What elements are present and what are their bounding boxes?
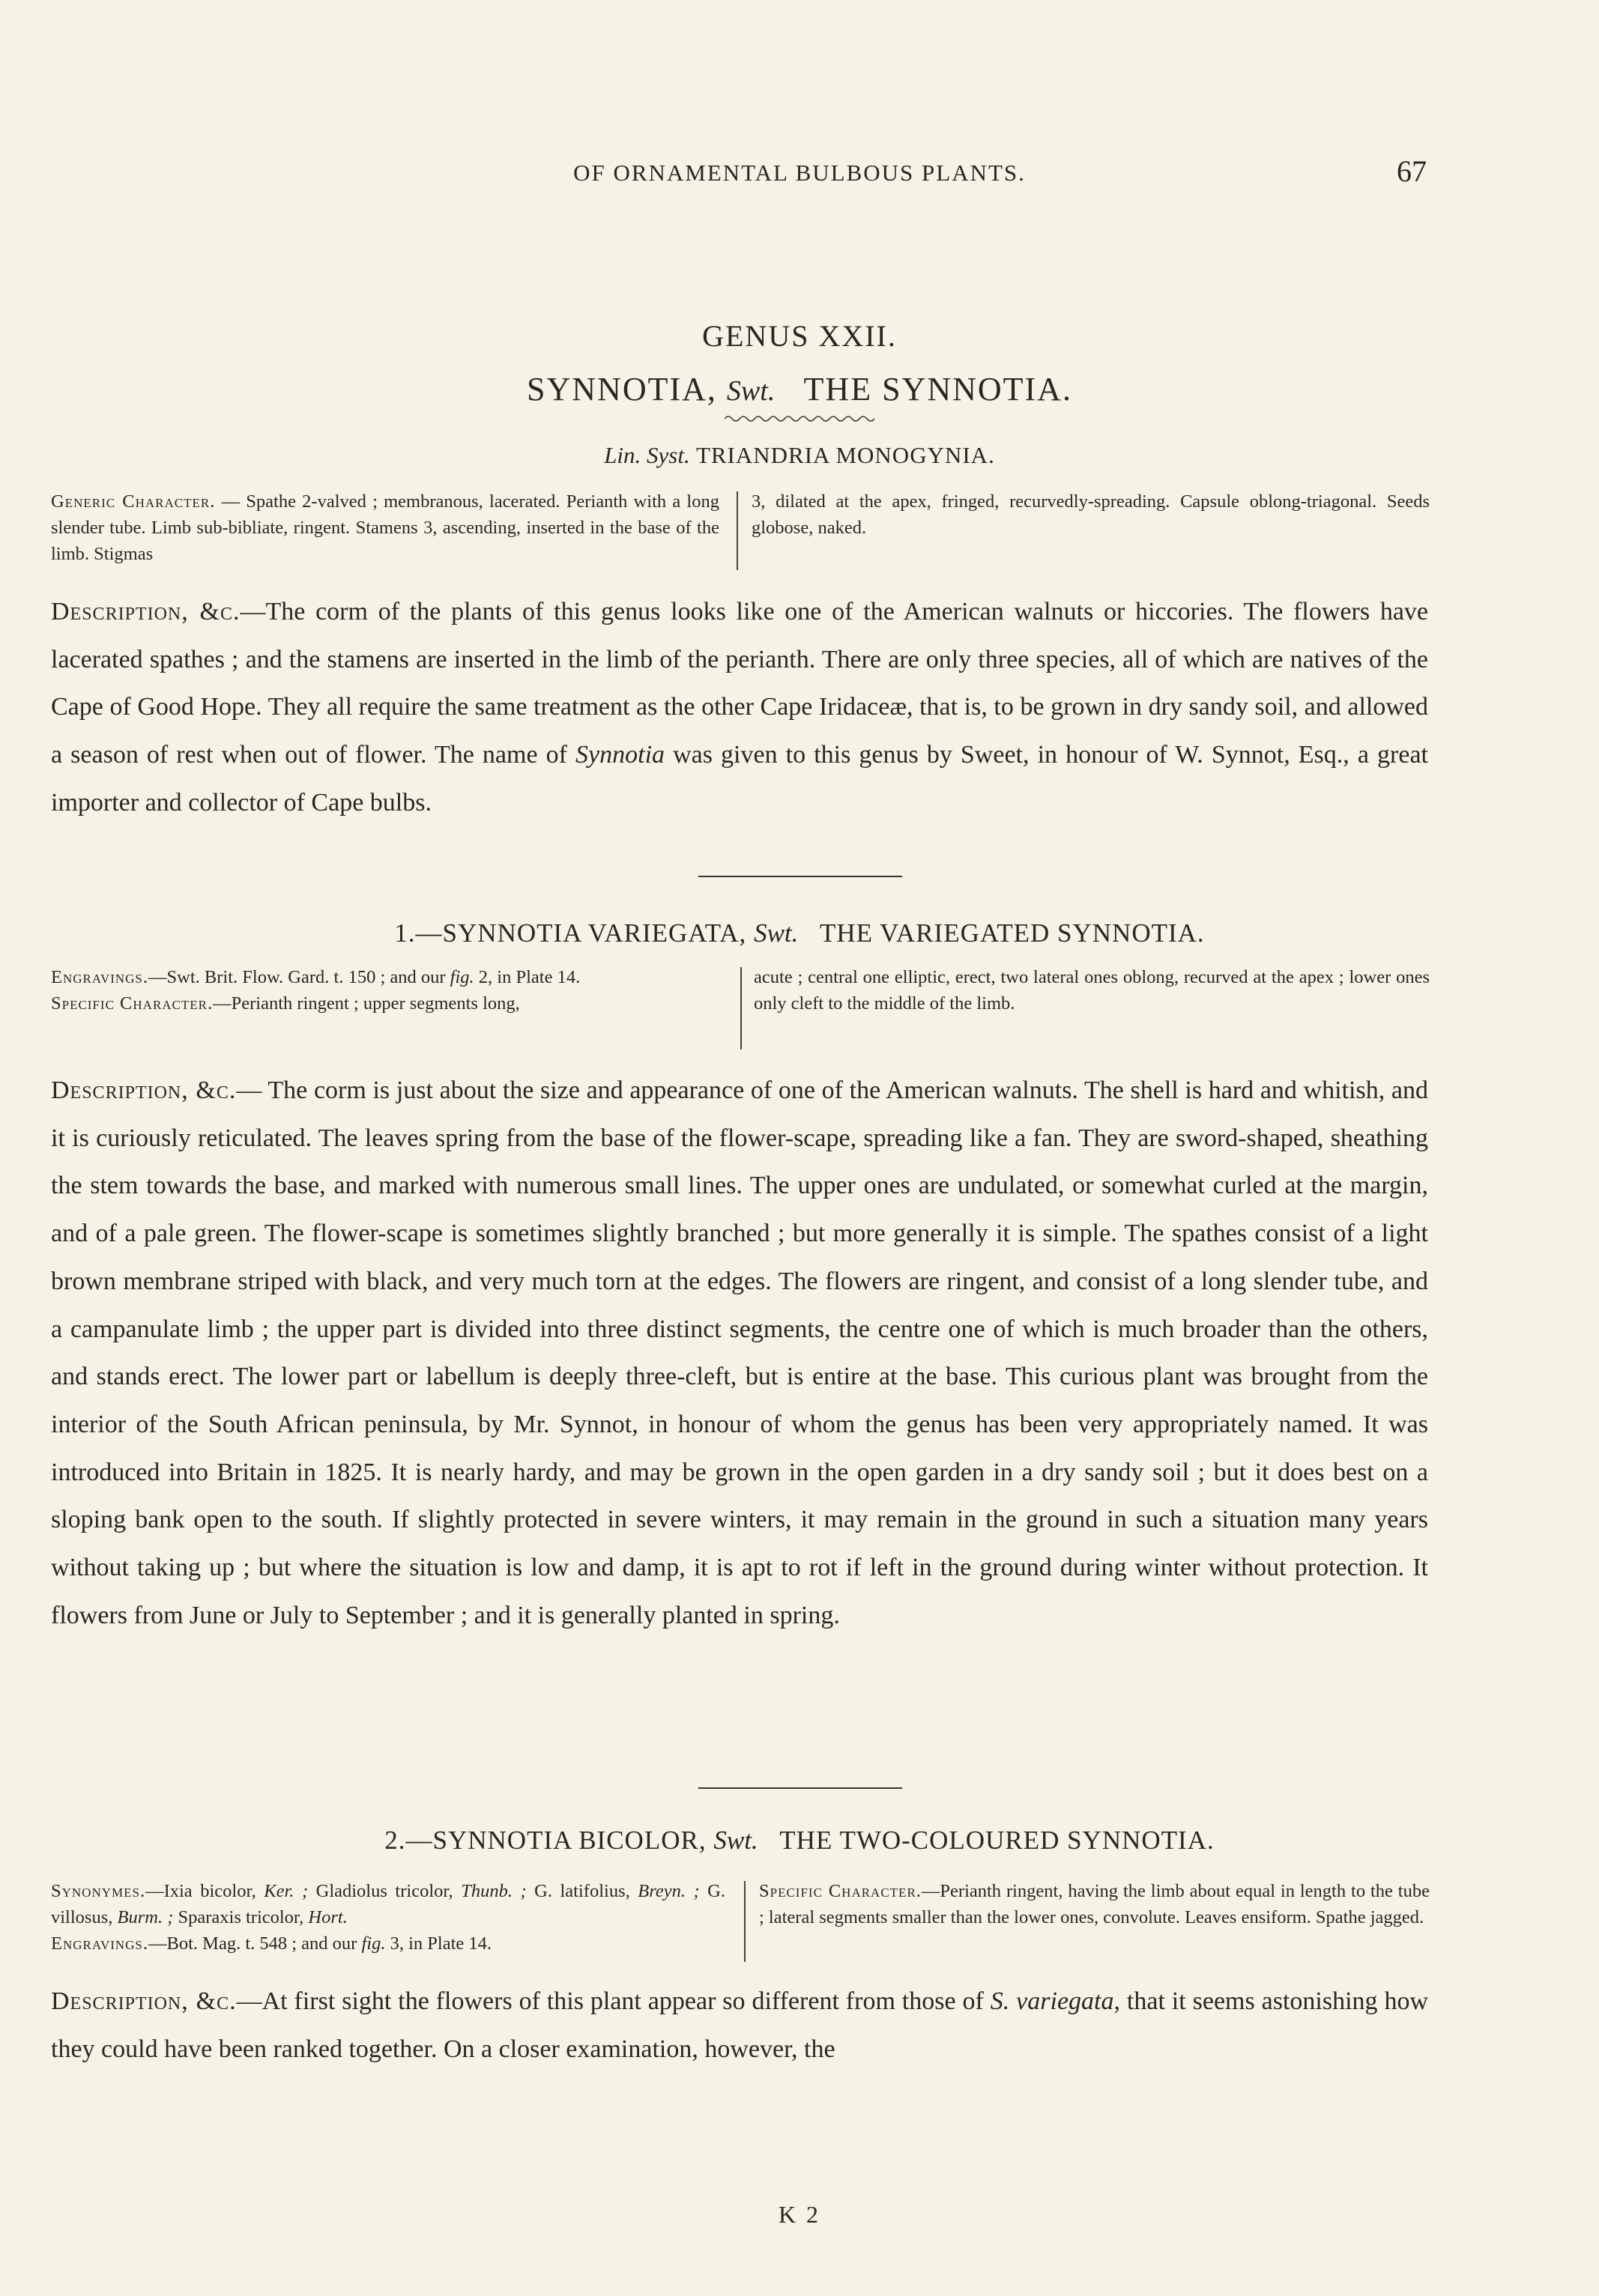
species1-engravings-fig: fig.: [450, 967, 474, 987]
genus-description: [51, 588, 1428, 827]
species1-engravings-text: —Swt. Brit. Flow. Gard. t. 150 ; and our: [148, 967, 450, 987]
species1-description-lead: Description, &c.: [51, 1076, 237, 1104]
species1-common-name: THE VARIEGATED SYNNOTIA.: [820, 918, 1205, 948]
genus-name: SYNNOTIA,: [527, 371, 717, 408]
species2-heading: [0, 1826, 1599, 1856]
running-title: OF ORNAMENTAL BULBOUS PLANTS.: [573, 160, 1026, 186]
species2-syn-3a: Breyn. ;: [638, 1881, 700, 1901]
species2-description-text-1: —At first sight the flowers of this plant appear so different from those of: [236, 1987, 991, 2015]
species1-engravings-end: 2, in Plate 14.: [474, 967, 581, 987]
wavy-ornament-rule: [725, 414, 874, 423]
species1-name: 1.—SYNNOTIA VARIEGATA,: [394, 918, 747, 948]
species2-engravings-label: Engravings.: [51, 1933, 149, 1954]
section-rule-1: [698, 876, 902, 877]
column-divider: [737, 491, 738, 570]
running-head: [0, 154, 1599, 199]
column-divider: [740, 967, 742, 1049]
species2-syn-5: Sparaxis tricolor,: [173, 1907, 309, 1927]
linnean-system-line: [0, 442, 1599, 469]
species2-authority: Swt.: [713, 1826, 758, 1855]
species1-notes-right: [754, 964, 1430, 1017]
linnean-class: TRIANDRIA MONOGYNIA.: [695, 442, 995, 468]
species1-authority: Swt.: [754, 918, 799, 948]
species1-engravings-label: Engravings.: [51, 967, 149, 987]
species2-specific-text: —Perianth ringent, having the limb about equal in length to the tube ; lateral segments smaller than the lower ones, convolute. Leaves ensiform. Spathe jagged.: [759, 1881, 1430, 1927]
genus-title: GENUS XXII.: [702, 319, 897, 353]
generic-character-label: Generic Character.: [51, 491, 216, 512]
linnean-label: Lin. Syst.: [604, 442, 690, 468]
species2-notes-right: [759, 1878, 1430, 1930]
species2-specific-label: Specific Character.: [759, 1881, 922, 1901]
genus-authority: Swt.: [726, 375, 776, 407]
species2-engravings-text: —Bot. Mag. t. 548 ; and our: [148, 1933, 362, 1954]
species1-specific-text-right: acute ; central one elliptic, erect, two lateral ones oblong, recurved at the apex ; lower ones only cleft to the middle of the limb.: [754, 967, 1430, 1014]
generic-character-right: [752, 488, 1430, 541]
species2-common-name: THE TWO-COLOURED SYNNOTIA.: [779, 1826, 1215, 1855]
species2-name: 2.—SYNNOTIA BICOLOR,: [384, 1826, 707, 1855]
species2-description: [51, 1978, 1428, 2073]
species1-description-text: — The corm is just about the size and appearance of one of the American walnuts. The shell is hard and whitish, and it is curiously reticulated. The leaves spring from the base of the flower-scape, spreading like a fan. They are sword-shaped, sheathing the stem towards the base, and marked with numerous small lines. The upper ones are undulated, or somewhat curled at the margin, and of a pale green. The flower-scape is sometimes slightly branched ; but more generally it is simple. The spathes consist of a light brown membrane striped with black, and very much torn at the edges. The flowers are ringent, and consist of a long slender tube, and a campanulate limb ; the upper part is divided into three distinct segments, the centre one of which is much broader than the others, and stands erect. The lower part or labellum is deeply three-cleft, but is entire at the base. This curious plant was brought from the interior of the South African peninsula, by Mr. Synnot, in honour of whom the genus has been very appropriately named. It was introduced into Britain in 1825. It is nearly hardy, and may be grown in the open garden in a dry sandy soil ; but it does best on a sloping bank open to the south. If slightly protected in severe winters, it may remain in the ground in such a situation many years without taking up ; but where the situation is low and damp, it is apt to rot if left in the ground during winter without protection. It flowers from June or July to September ; and it is generally planted in spring.: [51, 1076, 1428, 1629]
species2-description-text-2: that it seems astonishing how they could have been ranked together. On a closer examination, however, the: [51, 1987, 1428, 2063]
species2-syn-4a: Burm. ;: [117, 1907, 174, 1927]
genus-name-line: [0, 370, 1599, 408]
species2-syn-3: G. latifolius,: [526, 1881, 638, 1901]
species2-syn-5a: Hort.: [308, 1907, 348, 1927]
species2-syn-1: —Ixia bicolor,: [145, 1881, 265, 1901]
species1-specific-text-left: —Perianth ringent ; upper segments long,: [213, 993, 520, 1014]
genus-description-text-1: —The corm of the plants of this genus looks like one of the American walnuts or hiccories. The flowers have lacerated spathes ; and the stamens are inserted in the limb of the perianth. There are only three species, all of which are natives of the Cape of Good Hope. They all require the same treatment as the other Cape Iridaceæ, that is, to be grown in dry sandy soil, and allowed a season of rest when out of flower. The name of: [51, 598, 1428, 769]
genus-common-name: THE SYNNOTIA.: [803, 371, 1072, 408]
generic-character-block: [51, 488, 1430, 575]
species1-notes-left: [51, 964, 725, 1017]
species1-heading: [0, 918, 1599, 948]
signature-mark: K 2: [778, 2201, 821, 2228]
generic-character-text-right: 3, dilated at the apex, fringed, recurvedly-spreading. Capsule oblong-triagonal. Seeds globose, naked.: [752, 491, 1430, 538]
page-number: 67: [1397, 154, 1427, 188]
genus-description-text-2: was given to this genus by Sweet, in honour of W. Synnot, Esq., a great importer and collector of Cape bulbs.: [51, 741, 1428, 817]
species2-syn-2: Gladiolus tricolor,: [308, 1881, 462, 1901]
generic-character-text-left: — Spathe 2-valved ; membranous, lacerated. Perianth with a long slender tube. Limb sub-bibliate, ringent. Stamens 3, ascending, inserted in the base of the limb. Stigmas: [51, 491, 719, 564]
species1-specific-label: Specific Character.: [51, 993, 214, 1014]
generic-character-left: [51, 488, 719, 567]
species2-syn-1a: Ker. ;: [264, 1881, 309, 1901]
species2-description-lead: Description, &c.: [51, 1987, 237, 2015]
species2-engravings-fig: fig.: [361, 1933, 386, 1954]
species2-notes-left: [51, 1878, 725, 1957]
genus-description-lead: Description, &c.: [51, 598, 241, 626]
species2-syn-2a: Thunb. ;: [461, 1881, 527, 1901]
column-divider: [744, 1881, 746, 1962]
section-rule-2: [698, 1787, 902, 1789]
species2-syn-4: G. villosus,: [51, 1881, 725, 1927]
species2-notes-block: [51, 1878, 1430, 1964]
species2-engravings-end: 3, in Plate 14.: [385, 1933, 492, 1954]
species1-notes-block: [51, 964, 1430, 1050]
species2-synonymes-label: Synonymes.: [51, 1881, 146, 1901]
species1-description: [51, 1067, 1428, 1639]
genus-description-italic: Synnotia: [575, 741, 665, 769]
species2-description-italic: S. variegata,: [990, 1987, 1120, 2015]
